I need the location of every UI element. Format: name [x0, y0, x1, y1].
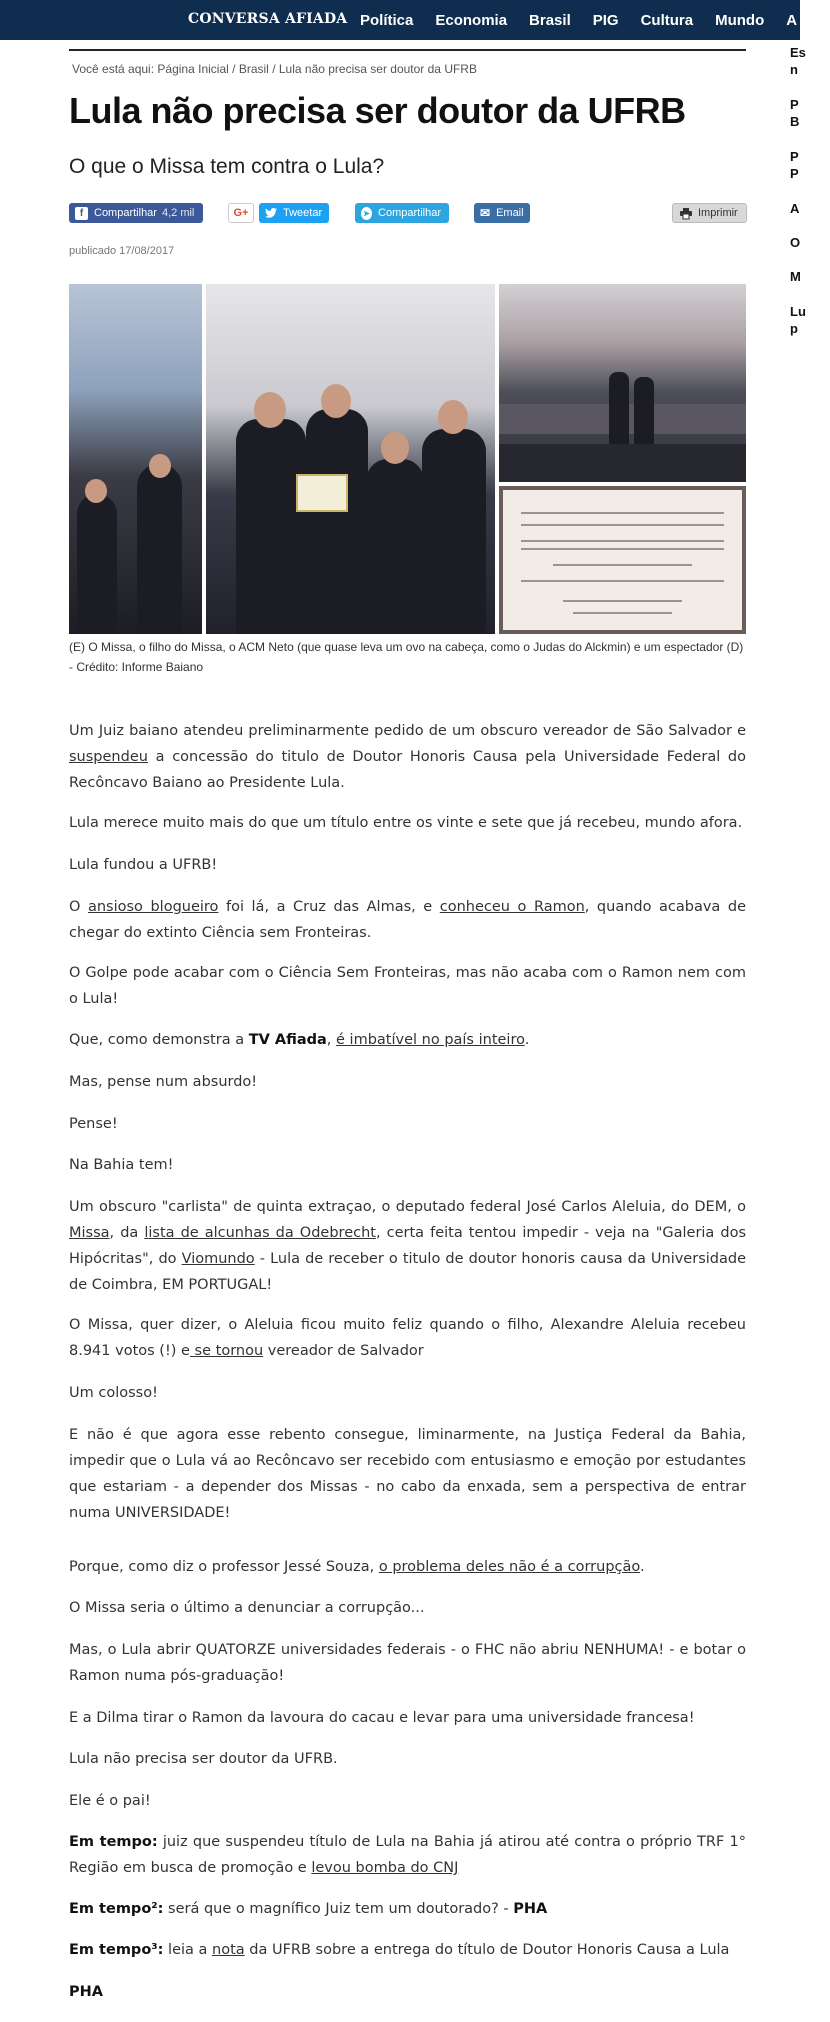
- link-se-tornou[interactable]: se tornou: [189, 1343, 264, 1359]
- article-paragraph: [69, 718, 746, 796]
- text: será que o magnífico Juiz tem um doutorado? -: [163, 1901, 514, 1917]
- article-paragraph: Mas, o Lula abrir QUATORZE universidades federais - o FHC não abriu NENHUMA! - e botar o Ramon numa pós-graduação!: [69, 1642, 746, 1684]
- breadcrumb-separator: /: [232, 62, 236, 76]
- site-logo[interactable]: CONVERSA AFIADA: [188, 11, 348, 27]
- text: a concessão do titulo de Doutor Honoris Causa pela Universidade Federal do Recôncavo Baiano ao Presidente Lula.: [69, 749, 746, 791]
- text: da UFRB sobre a entrega do título de Doutor Honoris Causa a Lula: [244, 1942, 730, 1958]
- telegram-icon: ➤: [361, 207, 372, 220]
- print-button[interactable]: [672, 203, 747, 223]
- top-navbar: [0, 0, 800, 40]
- breadcrumb-separator: /: [272, 62, 276, 76]
- certificate-line: [521, 580, 724, 582]
- breadcrumb-prefix: Você está aqui:: [72, 62, 155, 76]
- text: , da: [109, 1225, 145, 1241]
- link-lista-alcunhas[interactable]: lista de alcunhas da Odebrecht: [144, 1225, 376, 1241]
- page-subtitle: O que o Missa tem contra o Lula?: [69, 155, 385, 178]
- facebook-share-count: 4,2 mil: [161, 207, 195, 219]
- photo-figure: [306, 409, 368, 634]
- facebook-icon: f: [75, 207, 88, 220]
- breadcrumb: [72, 62, 477, 76]
- article-paragraph: Na Bahia tem!: [69, 1157, 174, 1173]
- article-paragraph: [69, 1554, 746, 1580]
- sidebar-fragment[interactable]: n: [790, 62, 798, 77]
- twitter-share-label: Tweetar: [283, 207, 323, 219]
- certificate-line: [521, 524, 724, 526]
- envelope-icon: ✉: [480, 206, 491, 220]
- article-paragraph: [69, 1194, 746, 1298]
- link-levou-bomba-cnj[interactable]: levou bomba do CNJ: [311, 1860, 459, 1876]
- article-paragraph: Ele é o pai!: [69, 1793, 151, 1809]
- sidebar-fragment[interactable]: O: [790, 235, 801, 250]
- text: .: [640, 1559, 645, 1575]
- certificate-line: [521, 548, 724, 550]
- breadcrumb-current: Lula não precisa ser doutor da UFRB: [278, 62, 477, 76]
- twitter-icon: [265, 207, 277, 220]
- article-paragraph: Mas, pense num absurdo!: [69, 1074, 258, 1090]
- sidebar-fragment[interactable]: M: [790, 269, 801, 284]
- article-paragraph: E não é que agora esse rebento consegue, liminarmente, na Justiça Federal da Bahia, impedir que o Lula vá ao Recôncavo ser recebido com entusiasmo e emoção por estudantes que estariam - a depender dos Missas - no cabo da enxada, sem a perspectiva de entrar numa UNIVERSIDADE!: [69, 1427, 746, 1521]
- article-paragraph: [69, 1027, 746, 1053]
- article-paragraph: O Golpe pode acabar com o Ciência Sem Fronteiras, mas não acaba com o Ramon nem com o Lula!: [69, 965, 746, 1007]
- photo-figure: [137, 464, 182, 634]
- text-bold: Em tempo³:: [69, 1942, 164, 1958]
- text: , quando acabava de chegar do extinto Ciência sem Fronteiras.: [69, 899, 746, 941]
- nav-item-brasil[interactable]: Brasil: [529, 11, 571, 29]
- certificate-line: [563, 600, 682, 602]
- photo-figure-head: [321, 384, 351, 418]
- sidebar-fragment[interactable]: p: [790, 321, 798, 336]
- photo-ceremony-stage: [499, 284, 746, 482]
- nav-item-truncated[interactable]: A: [786, 11, 798, 29]
- email-share-button[interactable]: [474, 203, 530, 223]
- link-viomundo[interactable]: Viomundo: [181, 1251, 255, 1267]
- text-bold: TV Afiada: [248, 1032, 327, 1048]
- link-suspendeu[interactable]: suspendeu: [69, 749, 148, 765]
- text: juiz que suspendeu título de Lula na Bahia já atirou até contra o próprio TRF 1° Região em busca de promoção e: [69, 1834, 746, 1876]
- article-paragraph: E a Dilma tirar o Ramon da lavoura do cacau e levar para uma universidade francesa!: [69, 1710, 695, 1726]
- article-paragraph: [69, 894, 746, 946]
- sidebar-fragment[interactable]: P: [790, 149, 799, 164]
- text-bold: Em tempo²:: [69, 1901, 164, 1917]
- certificate-line: [553, 564, 692, 566]
- email-share-label: Email: [496, 207, 524, 219]
- text: leia a: [163, 1942, 213, 1958]
- article-paragraph: Lula merece muito mais do que um título entre os vinte e sete que já recebeu, mundo afora.: [69, 815, 743, 831]
- nav-item-pig[interactable]: PIG: [592, 11, 619, 29]
- sidebar-fragment[interactable]: P: [790, 166, 799, 181]
- text: vereador de Salvador: [263, 1343, 424, 1359]
- photo-diploma-certificate: [499, 486, 746, 634]
- photo-figure: [366, 459, 424, 634]
- article-paragraph: [69, 1937, 746, 1963]
- text-bold: Em tempo:: [69, 1834, 158, 1850]
- link-conheceu-o-ramon[interactable]: conheceu o Ramon: [439, 899, 585, 915]
- facebook-share-button[interactable]: [69, 203, 203, 223]
- photo-figure: [422, 429, 486, 634]
- link-nota[interactable]: nota: [212, 1942, 245, 1958]
- sidebar-fragment[interactable]: A: [790, 201, 800, 216]
- link-ansioso-blogueiro[interactable]: ansioso blogueiro: [87, 899, 219, 915]
- text: foi lá, a Cruz das Almas, e: [218, 899, 440, 915]
- link-problema-corrupcao[interactable]: o problema deles não é a corrupção: [378, 1559, 641, 1575]
- photo-ceremony-left: [69, 284, 202, 634]
- breadcrumb-section[interactable]: Brasil: [238, 62, 269, 76]
- photo-figure-head: [149, 454, 171, 478]
- photo-figure-head: [254, 392, 286, 428]
- article-paragraph: Lula fundou a UFRB!: [69, 857, 218, 873]
- photo-figure-head: [438, 400, 468, 434]
- text: ,: [326, 1032, 337, 1048]
- sidebar-fragment[interactable]: B: [790, 114, 800, 129]
- publish-date: publicado 17/08/2017: [69, 245, 175, 257]
- nav-item-cultura[interactable]: Cultura: [640, 11, 694, 29]
- nav-item-politica[interactable]: Política: [360, 11, 414, 29]
- article-paragraph: [69, 1312, 746, 1364]
- photo-figure-head: [85, 479, 107, 503]
- telegram-share-button[interactable]: [355, 203, 449, 223]
- print-label: Imprimir: [698, 207, 738, 219]
- link-imbativel[interactable]: é imbatível no país inteiro: [336, 1032, 525, 1048]
- photo-figure: [77, 494, 117, 634]
- facebook-share-label: Compartilhar: [94, 207, 157, 219]
- breadcrumb-home[interactable]: Página Inicial: [157, 62, 229, 76]
- article-paragraph: Um colosso!: [69, 1385, 158, 1401]
- photo-figure-head: [381, 432, 409, 464]
- article-photo-collage: [69, 284, 746, 634]
- signature: PHA: [69, 1984, 103, 2000]
- certificate-line: [521, 540, 724, 542]
- signature: PHA: [513, 1901, 548, 1917]
- header-divider: [69, 49, 746, 51]
- article-paragraph: O Missa seria o último a denunciar a corrupção...: [69, 1600, 425, 1616]
- photo-caption: (E) O Missa, o filho do Missa, o ACM Neto (que quase leva um ovo na cabeça, como o Judas do Alckmin) e um espectador (D) - Crédito: Informe Baiano: [69, 640, 744, 674]
- article-paragraph: [69, 1896, 746, 1922]
- telegram-share-label: Compartilhar: [378, 207, 441, 219]
- text: O: [69, 899, 88, 915]
- twitter-share-button[interactable]: [259, 203, 329, 223]
- text: O Missa, quer dizer, o Aleluia ficou muito feliz quando o filho, Alexandre Aleluia recebeu 8.941 votos (!) e: [69, 1317, 746, 1359]
- article-paragraph: Lula não precisa ser doutor da UFRB.: [69, 1751, 338, 1767]
- nav-item-economia[interactable]: Economia: [435, 11, 508, 29]
- sidebar-fragment[interactable]: Es: [790, 45, 806, 60]
- text: .: [524, 1032, 530, 1048]
- text: Que, como demonstra a: [69, 1032, 249, 1048]
- photo-group-diploma: [206, 284, 495, 634]
- google-plus-share-button[interactable]: G+: [228, 203, 254, 223]
- sidebar-fragment[interactable]: P: [790, 97, 799, 112]
- text: Um obscuro "carlista" de quinta extraçao, o deputado federal José Carlos Aleluia, do DEM, o: [69, 1199, 746, 1215]
- photo-audience: [499, 444, 746, 482]
- photo-diploma: [296, 474, 348, 512]
- main-nav: [360, 0, 819, 40]
- certificate-line: [573, 612, 672, 614]
- page-title: Lula não precisa ser doutor da UFRB: [69, 90, 686, 131]
- printer-icon: [679, 207, 692, 220]
- text: - Lula de receber o titulo de doutor honoris causa da Universidade de Coimbra, EM PORTUGAL!: [69, 1251, 746, 1293]
- sidebar-fragment[interactable]: Lu: [790, 304, 806, 319]
- article-paragraph: [69, 1829, 746, 1881]
- photo-figure: [236, 419, 306, 634]
- text: Porque, como diz o professor Jessé Souza,: [69, 1559, 379, 1575]
- text: Um Juiz baiano atendeu preliminarmente pedido de um obscuro vereador de São Salvador e: [69, 723, 746, 739]
- article-paragraph: Pense!: [69, 1116, 118, 1132]
- nav-item-mundo[interactable]: Mundo: [715, 11, 765, 29]
- certificate-line: [521, 512, 724, 514]
- link-missa[interactable]: Missa: [69, 1225, 110, 1241]
- article-signature: [69, 1979, 746, 2005]
- text: , certa feita tentou impedir - veja na "Galeria dos Hipócritas", do: [69, 1225, 746, 1267]
